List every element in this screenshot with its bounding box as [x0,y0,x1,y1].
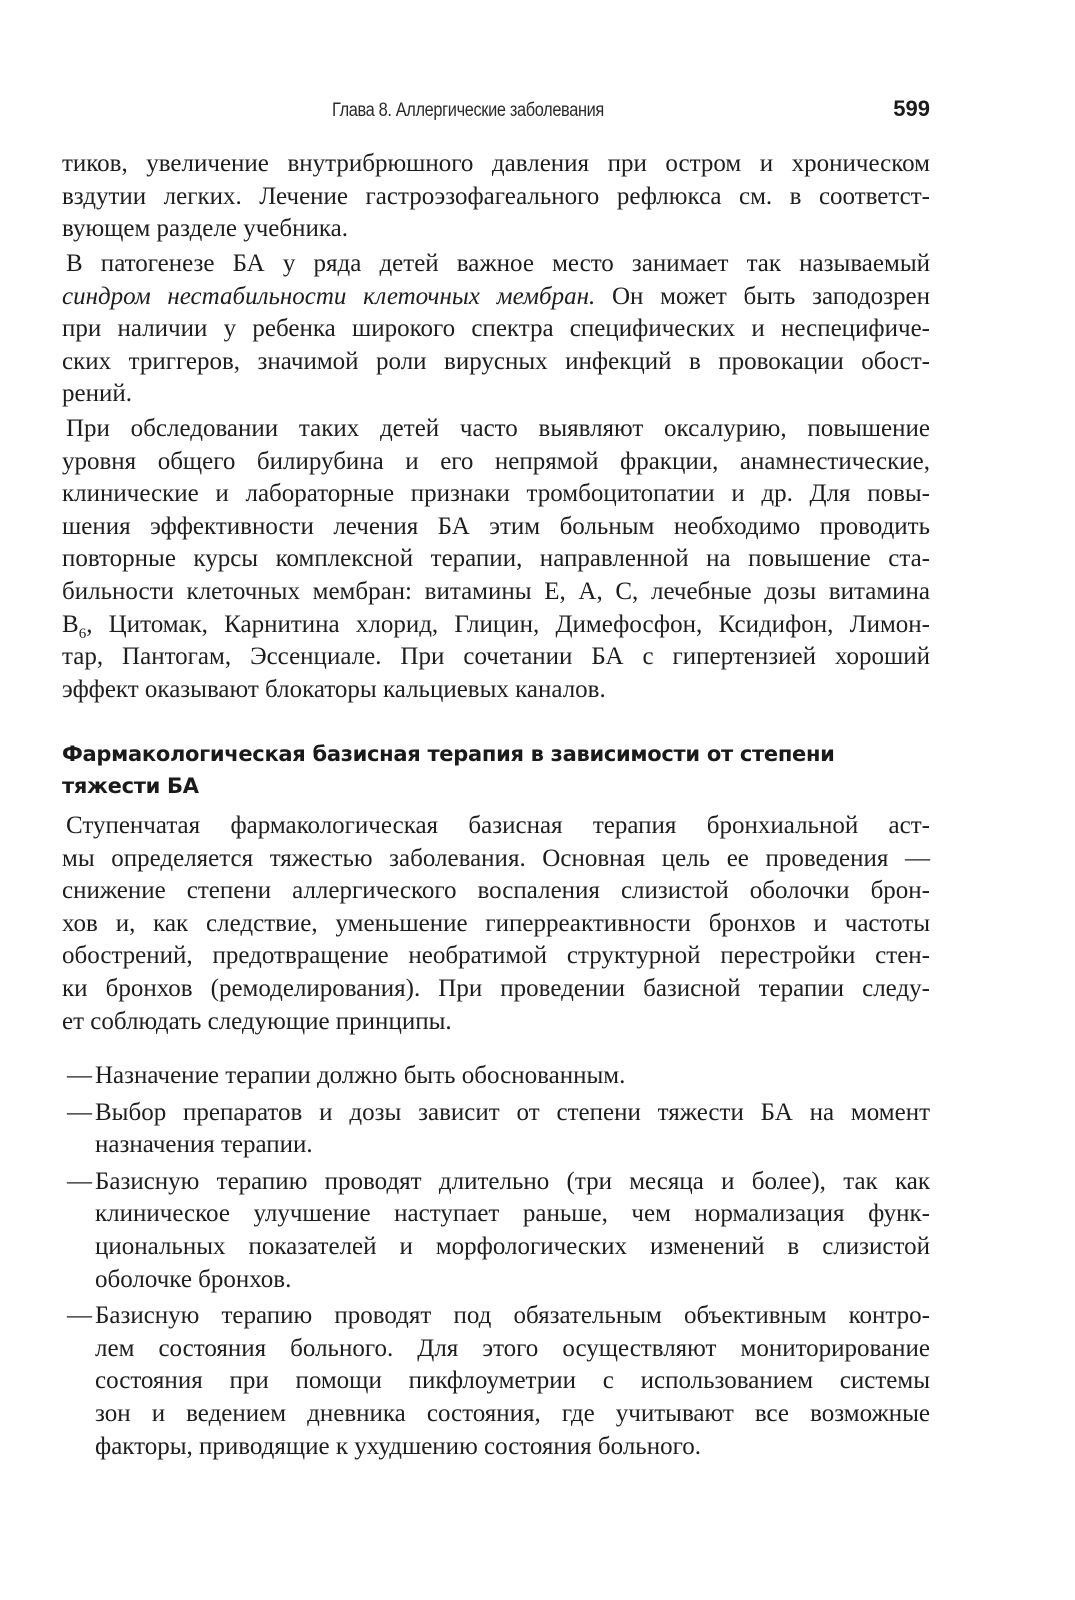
text-line: Выбор препаратов и дозы зависит от степени тяжести БА на момент [95,1098,930,1126]
text-line: клинические и лабораторные признаки тромбоцитопатии и др. Для повы- [62,480,930,508]
text-line: повторные курсы комплексной терапии, направленной на повышение ста- [62,545,930,573]
text-fragment: Он может быть заподозрен [595,282,930,310]
text-line: В патогенезе БА у ряда детей важное место занимает так называемый [66,250,930,277]
text-line: Базисную терапию проводят длительно (три месяца и более), так как [95,1167,930,1195]
text-fragment: , Цитомак, Карнитина хлорид, Глицин, Димефосфон, Ксидифон, Лимон- [86,610,930,638]
text-line: вующем разделе учебника. [62,215,348,243]
text-line: циональных показателей и морфологических изменений в слизистой [95,1232,930,1260]
text-line: зон и ведением дневника состояния, где учитывают все возможные [95,1399,930,1427]
text-line: Назначение терапии должно быть обоснованным. [95,1062,626,1089]
text-line: факторы, приводящие к ухудшению состояния больного. [95,1432,701,1460]
text-line: состояния при помощи пикфлоуметрии с использованием системы [95,1367,930,1395]
paragraph-stepwise-therapy [62,810,930,1038]
vitamin-subscript: 6 [78,625,87,642]
page-number: 599 [893,96,930,121]
dash-marker: — [67,1167,92,1195]
paragraph-examination [62,413,930,706]
text-line: лем состояния больного. Для этого осуществляют мониторирование [95,1334,930,1362]
text-line: бильности клеточных мембран: витамины Е, А, С, лечебные дозы витамина [62,577,930,605]
dash-marker: — [67,1062,92,1089]
text-line: клиническое улучшение наступает раньше, чем нормализация функ- [95,1200,930,1228]
text-line: назначения терапии. [95,1131,313,1159]
italic-term: синдром нестабильности клеточных мембран. [62,282,596,310]
chapter-title: Глава 8. Аллергические заболевания [332,100,604,121]
text-line: снижение степени аллергического воспаления слизистой оболочки брон- [62,877,930,905]
text-line: эффект оказывают блокаторы кальциевых каналов. [62,675,606,703]
text-line: тиков, увеличение внутрибрюшного давления при остром и хроническом [62,150,930,177]
text-line: тар, Пантогам, Эссенциале. При сочетании БА с гипертензией хороший [62,643,930,671]
text-line: уровня общего билирубина и его непрямой фракции, анамнестические, [62,447,930,475]
text-line: ет соблюдать следующие принципы. [62,1007,452,1035]
paragraph-continuation [62,148,930,246]
section-heading [62,738,930,802]
text-line: ки бронхов (ремоделирования). При проведении базисной терапии следу- [62,974,930,1002]
text-line: При обследовании таких детей часто выявляют оксалурию, повышение [66,415,930,442]
principles-list [62,1060,930,1467]
text-line: шения эффективности лечения БА этим больным необходимо проводить [62,512,930,540]
text-line: мы определяется тяжестью заболевания. Основная цель ее проведения — [62,844,930,872]
text-line: хов и, как следствие, уменьшение гиперреактивности бронхов и частоты [62,909,930,937]
text-line: рений. [62,380,132,408]
text-line: оболочке бронхов. [95,1265,292,1293]
text-line [62,609,930,642]
text-line: вздутии легких. Лечение гастроэзофагеального рефлюкса см. в соответст- [62,182,930,210]
running-head [62,96,930,130]
dash-marker: — [67,1302,92,1330]
text-line: Базисную терапию проводят под обязательным объективным контро- [95,1302,930,1330]
section-heading-line: Фармакологическая базисная терапия в зависимости от степени [62,742,835,766]
list-item [62,1166,930,1296]
text-line: при наличии у ребенка широкого спектра специфических и неспецифиче- [62,315,930,343]
list-item [62,1097,930,1162]
text-line [62,281,930,314]
text-line: обострений, предотвращение необратимой структурной перестройки стен- [62,942,930,970]
section-heading-line: тяжести БА [62,774,199,798]
paragraph-membrane-syndrome [62,248,930,411]
text-line: Ступенчатая фармакологическая базисная терапия бронхиальной аст- [66,812,930,839]
list-item [62,1060,930,1093]
list-item [62,1300,930,1463]
vitamin-letter: В [62,610,79,638]
dash-marker: — [67,1098,92,1126]
text-line: ских триггеров, значимой роли вирусных инфекций в провокации обост- [62,347,930,375]
